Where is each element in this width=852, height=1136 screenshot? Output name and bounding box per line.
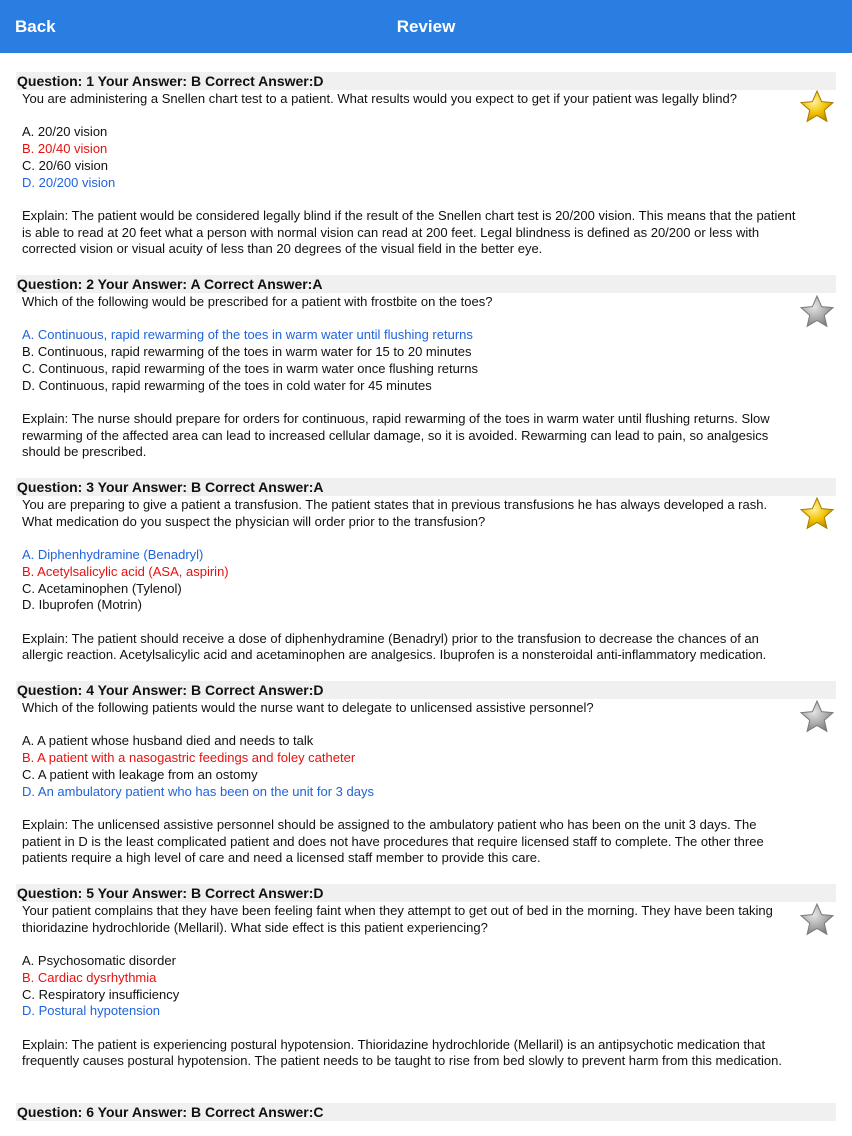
star-icon[interactable] — [799, 902, 835, 938]
question-prompt: Which of the following would be prescribed for a patient with frostbite on the toes? — [22, 294, 493, 309]
option-b: B. A patient with a nasogastric feedings and foley catheter — [22, 750, 356, 766]
option-c: C. 20/60 vision — [22, 157, 108, 173]
question-header: Question: 2 Your Answer: A Correct Answer:A — [16, 275, 836, 293]
question-header: Question: 6 Your Answer: B Correct Answer:C — [16, 1103, 836, 1121]
explanation: Explain: The patient would be considered legally blind if the result of the Snellen chart test is 20/200 vision. This means that the patient is able to read at 20 feet what a person with normal vision can read at 200 feet. Legal blindness is defined as 20/200 or less with corrected vision or visual acuity of less than 20 degrees of the visual field in the better eye. — [22, 207, 796, 257]
question-header: Question: 3 Your Answer: B Correct Answer:A — [16, 478, 836, 496]
star-icon[interactable] — [799, 294, 835, 330]
nav-bar — [0, 0, 852, 53]
question-prompt: Which of the following patients would the nurse want to delegate to unlicensed assistive personnel? — [22, 700, 594, 715]
page-title: Review — [396, 17, 456, 36]
explanation: Explain: The patient should receive a dose of diphenhydramine (Benadryl) prior to the transfusion to decrease the chances of an allergic reaction. Acetylsalicylic acid and acetaminophen are analgesics. Ibuprofen is a nonsteroidal anti-inflammatory medication. — [22, 630, 767, 663]
question-header: Question: 4 Your Answer: B Correct Answer:D — [16, 681, 836, 699]
explanation: Explain: The unlicensed assistive personnel should be assigned to the ambulatory patient who has been on the unit 3 days. The patient in D is the least complicated patient and does not have procedures that require licensed staff to complete. The other three patients require a high level of care and need a licensed staff member to provide this care. — [22, 816, 764, 866]
star-icon[interactable] — [799, 496, 835, 532]
option-c: C. Respiratory insufficiency — [22, 986, 180, 1002]
option-d: D. An ambulatory patient who has been on the unit for 3 days — [22, 783, 374, 799]
question-header: Question: 1 Your Answer: B Correct Answer:D — [16, 72, 836, 90]
option-b: B. Continuous, rapid rewarming of the toes in warm water for 15 to 20 minutes — [22, 344, 472, 360]
option-c: C. A patient with leakage from an ostomy — [22, 766, 258, 782]
option-d: D. Postural hypotension — [22, 1003, 161, 1019]
question-header: Question: 5 Your Answer: B Correct Answer:D — [16, 884, 836, 902]
option-a: A. A patient whose husband died and needs to talk — [22, 733, 314, 749]
option-d: D. Continuous, rapid rewarming of the toes in cold water for 45 minutes — [22, 377, 432, 393]
explanation: Explain: The nurse should prepare for orders for continuous, rapid rewarming of the toes in warm water until flushing returns. Slow rewarming of the affected area can lead to increased cellular damage, so it is avoided. Rewarming can lead to pain, so analgesics should be prescribed. — [22, 410, 770, 460]
option-a: A. Continuous, rapid rewarming of the toes in warm water until flushing returns — [22, 327, 473, 343]
option-d: D. 20/200 vision — [22, 174, 116, 190]
question-body — [22, 700, 797, 867]
star-icon[interactable] — [799, 89, 835, 125]
question-prompt: You are preparing to give a patient a transfusion. The patient states that in previous transfusions he has always developed a rash. What medication do you suspect the physician will order prior to the transfusion? — [22, 497, 768, 529]
question-body — [22, 91, 797, 258]
option-a: A. Psychosomatic disorder — [22, 953, 176, 969]
option-b: B. Acetylsalicylic acid (ASA, aspirin) — [22, 563, 229, 579]
option-a: A. 20/20 vision — [22, 124, 108, 140]
option-c: C. Continuous, rapid rewarming of the toes in warm water once flushing returns — [22, 360, 478, 376]
explanation: Explain: The patient is experiencing postural hypotension. Thioridazine hydrochloride (Mellaril) is an antipsychotic medication that frequently causes postural hypotension. The patient needs to be taught to rise from bed slowly to prevent harm from this medication. — [22, 1036, 782, 1069]
option-c: C. Acetaminophen (Tylenol) — [22, 580, 182, 596]
back-button[interactable]: Back — [15, 17, 56, 36]
option-b: B. 20/40 vision — [22, 141, 108, 157]
question-body — [22, 294, 797, 461]
option-b: B. Cardiac dysrhythmia — [22, 969, 157, 985]
option-d: D. Ibuprofen (Motrin) — [22, 597, 142, 613]
question-body — [22, 903, 797, 1070]
option-a: A. Diphenhydramine (Benadryl) — [22, 547, 204, 563]
star-icon[interactable] — [799, 699, 835, 735]
question-prompt: Your patient complains that they have been feeling faint when they attempt to get out of bed in the morning. They have been taking thioridazine hydrochloride (Mellaril). What side effect is this patient experiencing? — [22, 903, 773, 935]
question-body — [22, 497, 797, 664]
question-prompt: You are administering a Snellen chart test to a patient. What results would you expect to get if your patient was legally blind? — [22, 91, 737, 106]
